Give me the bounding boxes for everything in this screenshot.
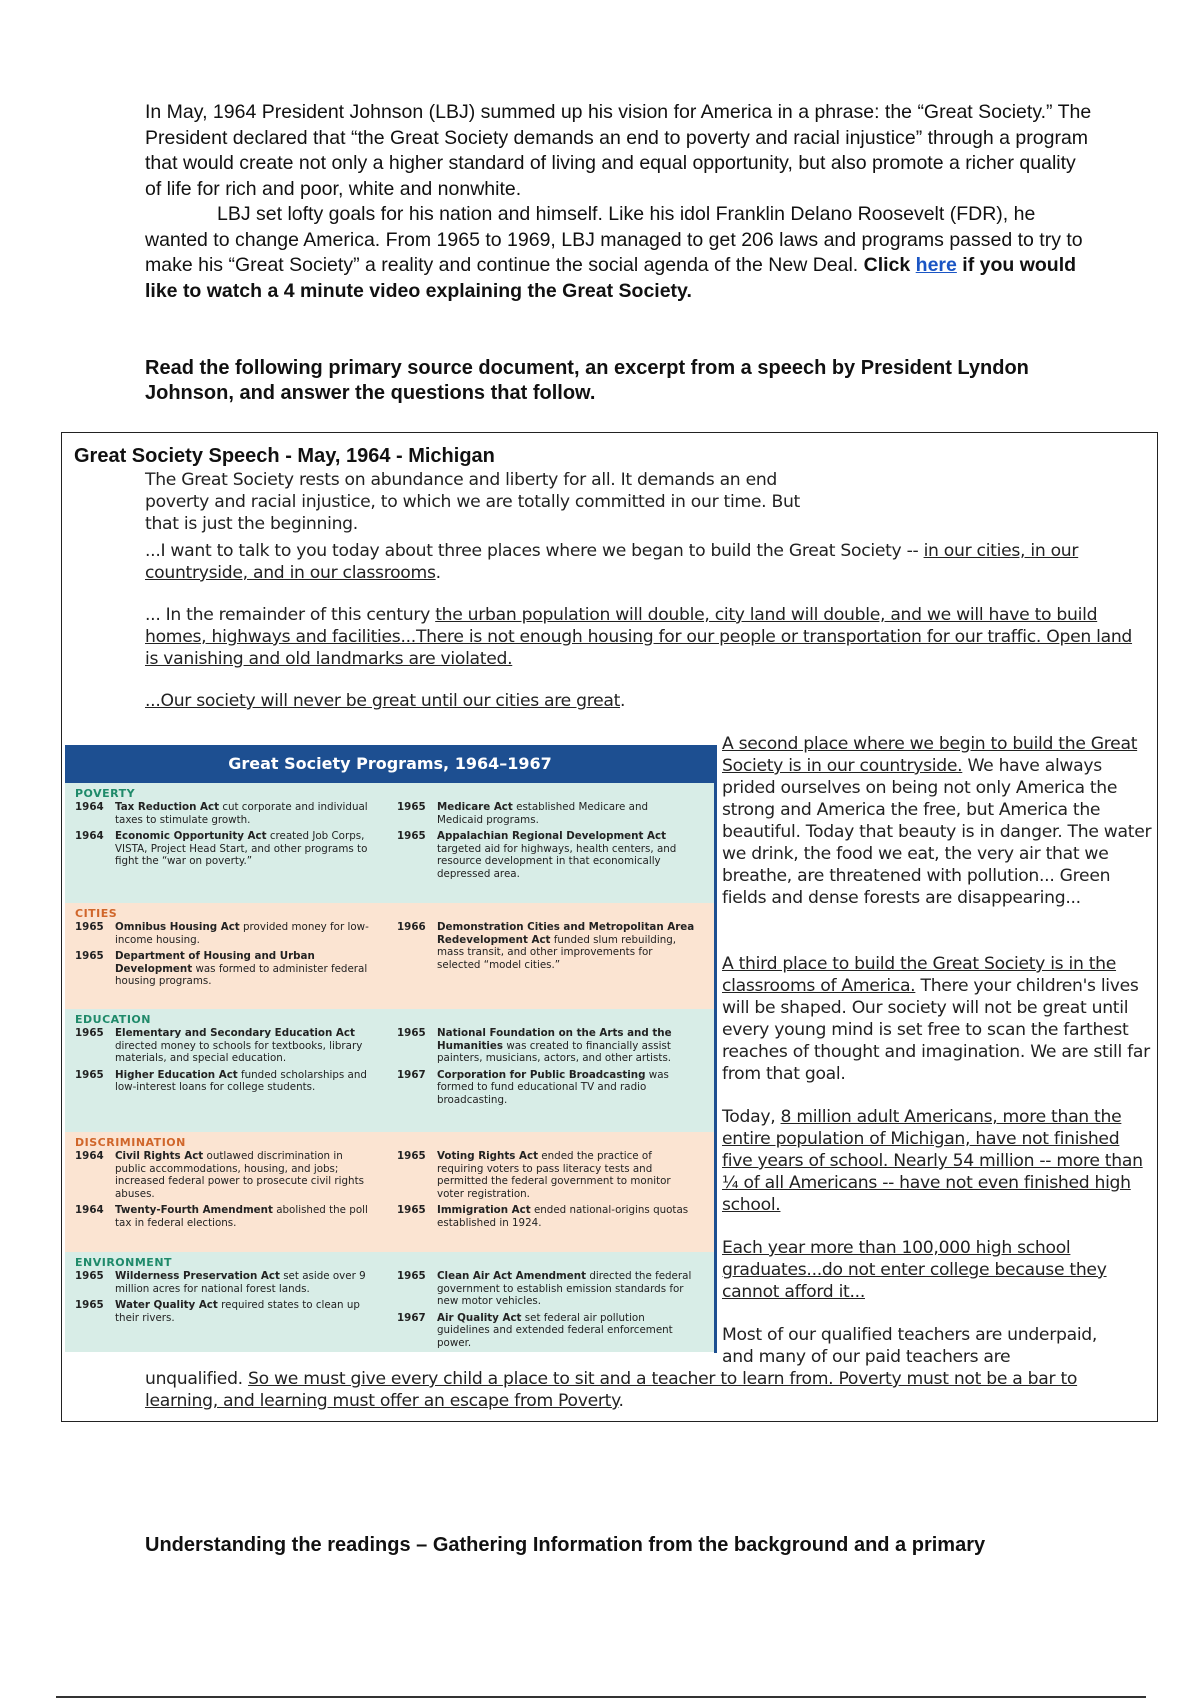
program-entry (75, 830, 375, 868)
read-instruction: Read the following primary source document, an excerpt from a speech by President Lyndon Johnson, and answer the questions that follow. (145, 357, 1029, 404)
program-act: Elementary and Secondary Education Act (115, 1027, 355, 1039)
program-year: 1967 (397, 1068, 426, 1081)
speech-paragraph-2 (145, 540, 1145, 584)
speech-p3-pre: ... In the remainder of this century (145, 605, 431, 625)
program-entry (75, 1069, 375, 1094)
program-year: 1965 (75, 1068, 104, 1081)
click-label: Click (863, 254, 911, 276)
speech-p3-underlined: the urban population will double, city land will double, and we will have to build homes, highways and facilities...There is not enough housing for our people or transportation for our traffic. Open land is vanishing and old landmarks are violated. (145, 605, 1133, 669)
program-act: Department of Housing and Urban Development (115, 950, 315, 975)
program-text (437, 801, 697, 826)
program-entry (397, 1150, 697, 1200)
program-year: 1965 (397, 830, 426, 842)
program-entry (75, 1204, 375, 1229)
category-column-left (75, 801, 375, 872)
program-text (115, 1150, 375, 1200)
category-name: DISCRIMINATION (75, 1136, 186, 1149)
speech-p4-underlined: ...Our society will never be great until our cities are great (145, 691, 621, 711)
program-text (115, 1027, 375, 1065)
program-year: 1964 (75, 1150, 104, 1162)
speech-p1-text: The Great Society rests on abundance and liberty for all. It demands an end poverty and racial injustice, to which we are totally committed in our time. But that is just the beginning. (145, 470, 800, 534)
program-desc: created Job Corps, VISTA, Project Head Start, and other programs to fight the “war on poverty.” (115, 830, 368, 867)
category-column-left (75, 921, 375, 992)
answer-line (56, 1696, 1146, 1698)
speech-paragraph-1 (145, 469, 1145, 535)
program-act: Medicare Act (437, 801, 513, 813)
program-desc: was formed to fund educational TV and radio broadcasting. (437, 1068, 669, 1106)
program-desc: established Medicare and Medicaid programs. (437, 801, 649, 826)
program-desc: outlawed discrimination in public accommodations, housing, and jobs; increased federal power to prosecute civil rights abuses. (115, 1150, 364, 1200)
program-year: 1964 (75, 830, 104, 842)
program-year: 1966 (397, 921, 426, 933)
program-entry (397, 830, 697, 880)
program-text (437, 1027, 697, 1065)
category-column-right (397, 1150, 697, 1233)
program-text (115, 830, 375, 868)
category-environment (65, 1252, 715, 1352)
program-entry (75, 921, 375, 946)
speech-title: Great Society Speech - May, 1964 - Michigan (74, 445, 495, 467)
speech-paragraph-4 (145, 690, 1145, 712)
speech-right-5 (722, 1324, 1154, 1368)
speech-r3-pre: Today, (722, 1107, 776, 1127)
video-link[interactable]: here (915, 254, 957, 276)
speech-p2-underlined: in our cities, in our countryside, and in our classrooms (145, 541, 1079, 583)
program-desc: provided money for low-income housing. (115, 921, 369, 946)
speech-r1-underlined: A second place where we begin to build the Great Society is in our countryside. (722, 734, 1138, 776)
category-column-left (75, 1270, 375, 1328)
speech-r5-line2: and many of our paid teachers are (722, 1347, 1011, 1367)
program-entry (397, 1069, 697, 1107)
category-discrimination (65, 1132, 715, 1252)
program-entry (397, 921, 697, 971)
speech-r3-underlined: 8 million adult Americans, more than the entire population of Michigan, have not finished five years of school. Nearly 54 million -- more than ¼ of all Americans -- have not even finished high school. (722, 1107, 1143, 1215)
program-act: Tax Reduction Act (115, 801, 220, 813)
program-desc: was created to financially assist painters, musicians, actors, and other artists. (437, 1039, 672, 1064)
programs-table-body (65, 783, 715, 1352)
programs-table (65, 745, 715, 1353)
programs-table-edge (714, 745, 717, 1353)
program-year: 1965 (75, 950, 104, 962)
program-act: Voting Rights Act (437, 1150, 539, 1162)
program-text (115, 801, 375, 826)
program-entry (397, 801, 697, 826)
program-text (115, 1069, 375, 1094)
program-act: Demonstration Cities and Metropolitan Area Redevelopment Act (437, 921, 695, 946)
program-act: Higher Education Act (115, 1068, 238, 1081)
category-column-right (397, 1270, 697, 1353)
video-link-caption: if you would like to watch a 4 minute video explaining the Great Society. (145, 254, 1077, 302)
program-text (115, 1204, 375, 1229)
program-text (437, 1204, 697, 1229)
category-column-left (75, 1150, 375, 1233)
program-year: 1965 (397, 1150, 426, 1162)
program-desc: cut corporate and individual taxes to stimulate growth. (115, 801, 368, 826)
program-desc: set aside over 9 million acres for national forest lands. (115, 1270, 366, 1295)
speech-bottom-underlined: So we must give every child a place to sit and a teacher to learn from. Poverty must not be a bar to learning, and learning must offer an escape from Poverty (145, 1369, 1078, 1411)
program-desc: was formed to administer federal housing programs. (115, 962, 368, 987)
program-entry (75, 1299, 375, 1324)
speech-r5-line1: Most of our qualified teachers are underpaid, (722, 1325, 1098, 1345)
speech-p2-end: . (435, 563, 441, 583)
program-entry (75, 950, 375, 988)
speech-p4-end: . (620, 691, 626, 711)
program-act: Corporation for Public Broadcasting (437, 1068, 646, 1081)
program-text (115, 921, 375, 946)
program-act: Appalachian Regional Development Act (437, 830, 666, 842)
program-desc: directed the federal government to establish emission standards for new motor vehicles. (437, 1270, 692, 1307)
program-text (437, 1069, 697, 1107)
category-name: POVERTY (75, 787, 136, 800)
program-text (437, 830, 697, 880)
program-year: 1965 (75, 921, 104, 933)
footer-heading: Understanding the readings – Gathering Information from the background and a primary (145, 1534, 986, 1556)
program-year: 1964 (75, 1204, 104, 1216)
speech-r4-underlined: Each year more than 100,000 high school graduates...do not enter college because they cannot afford it... (722, 1238, 1107, 1302)
program-year: 1964 (75, 801, 104, 813)
program-text (437, 1270, 697, 1308)
program-desc: funded scholarships and low-interest loans for college students. (115, 1068, 367, 1093)
program-act: Economic Opportunity Act (115, 830, 267, 842)
program-desc: targeted aid for highways, health centers, and resource development in that economically depressed area. (437, 842, 677, 880)
program-act: Omnibus Housing Act (115, 921, 240, 933)
program-desc: abolished the poll tax in federal elections. (115, 1204, 368, 1229)
category-education (65, 1009, 715, 1132)
speech-right-3 (722, 1106, 1154, 1216)
intro-paragraph-2-text: LBJ set lofty goals for his nation and himself. Like his idol Franklin Delano Roosevelt (FDR), he wanted to change America. From 1965 to 1969, LBJ managed to get 206 laws and programs passed to try to make his “Great Society” a reality and continue the social agenda of the New Deal. (145, 203, 1083, 276)
program-act: Twenty-Fourth Amendment (115, 1204, 273, 1216)
speech-bottom-pre: unqualified. (145, 1369, 243, 1389)
category-column-right (397, 921, 697, 975)
program-text (115, 1299, 375, 1324)
program-year: 1965 (75, 1027, 104, 1039)
speech-right-4 (722, 1237, 1154, 1303)
program-text (437, 1312, 697, 1350)
program-entry (75, 1270, 375, 1295)
program-act: National Foundation on the Arts and the Humanities (437, 1027, 672, 1052)
speech-r1-text: We have always prided ourselves on being not only America the strong and America the free, but America the beautiful. Today that beauty is in danger. The water we drink, the food we eat, the very air that we breathe, are threatened with pollution... Green fields and dense forests are disappearing... (722, 756, 1152, 908)
program-act: Water Quality Act (115, 1299, 218, 1311)
speech-right-1 (722, 733, 1154, 909)
intro-section (145, 100, 1095, 304)
speech-right-2 (722, 953, 1154, 1085)
program-entry (75, 1027, 375, 1065)
program-act: Clean Air Act Amendment (437, 1270, 587, 1282)
intro-paragraph-2 (145, 202, 1095, 304)
program-act: Civil Rights Act (115, 1150, 204, 1162)
program-year: 1965 (397, 801, 426, 813)
program-entry (397, 1204, 697, 1229)
program-year: 1965 (397, 1270, 426, 1282)
program-text (437, 921, 697, 971)
program-desc: ended the practice of requiring voters to pass literacy tests and permitted the federal government to monitor voter registration. (437, 1150, 671, 1200)
speech-r2-text: There your children's lives will be shaped. Our society will not be great until every young mind is set free to scan the farthest reaches of thought and imagination. We are still far from that goal. (722, 976, 1150, 1084)
program-year: 1965 (75, 1299, 104, 1311)
program-year: 1965 (397, 1027, 426, 1039)
program-desc: required states to clean up their rivers. (115, 1299, 360, 1324)
program-act: Air Quality Act (437, 1311, 522, 1324)
program-desc: directed money to schools for textbooks, library materials, and special education. (115, 1039, 363, 1064)
speech-r2-underlined: A third place to build the Great Society is in the classrooms of America. (722, 954, 1117, 996)
program-year: 1965 (75, 1270, 104, 1282)
program-entry (75, 1150, 375, 1200)
programs-table-title: Great Society Programs, 1964–1967 (65, 745, 715, 783)
program-year: 1965 (397, 1204, 426, 1216)
speech-p2-pre: ...I want to talk to you today about three places where we began to build the Great Society -- (145, 541, 919, 561)
speech-bottom-end: . (618, 1391, 624, 1411)
program-desc: funded slum rebuilding, mass transit, and other improvements for selected “model cities.” (437, 933, 677, 971)
speech-bottom (145, 1368, 1145, 1412)
speech-box (61, 432, 1158, 1422)
category-name: CITIES (75, 907, 118, 920)
program-desc: set federal air pollution guidelines and extended federal enforcement power. (437, 1311, 673, 1349)
category-column-right (397, 1027, 697, 1110)
program-act: Wilderness Preservation Act (115, 1270, 280, 1282)
speech-paragraph-3 (145, 604, 1145, 670)
program-entry (397, 1270, 697, 1308)
program-text (115, 950, 375, 988)
program-entry (75, 801, 375, 826)
program-text (437, 1150, 697, 1200)
category-name: ENVIRONMENT (75, 1256, 173, 1269)
program-entry (397, 1312, 697, 1350)
program-year: 1967 (397, 1311, 426, 1324)
category-cities (65, 903, 715, 1009)
intro-paragraph-1: In May, 1964 President Johnson (LBJ) summed up his vision for America in a phrase: the “Great Society.” The President declared that “the Great Society demands an end to poverty and racial injustice” through a program that would create not only a higher standard of living and equal opportunity, but also promote a richer quality of life for rich and poor, white and nonwhite. (145, 101, 1092, 200)
program-desc: ended national-origins quotas established in 1924. (437, 1204, 689, 1229)
category-poverty (65, 783, 715, 903)
category-column-right (397, 801, 697, 884)
program-text (115, 1270, 375, 1295)
program-entry (397, 1027, 697, 1065)
category-column-left (75, 1027, 375, 1098)
category-name: EDUCATION (75, 1013, 151, 1026)
program-act: Immigration Act (437, 1204, 531, 1216)
